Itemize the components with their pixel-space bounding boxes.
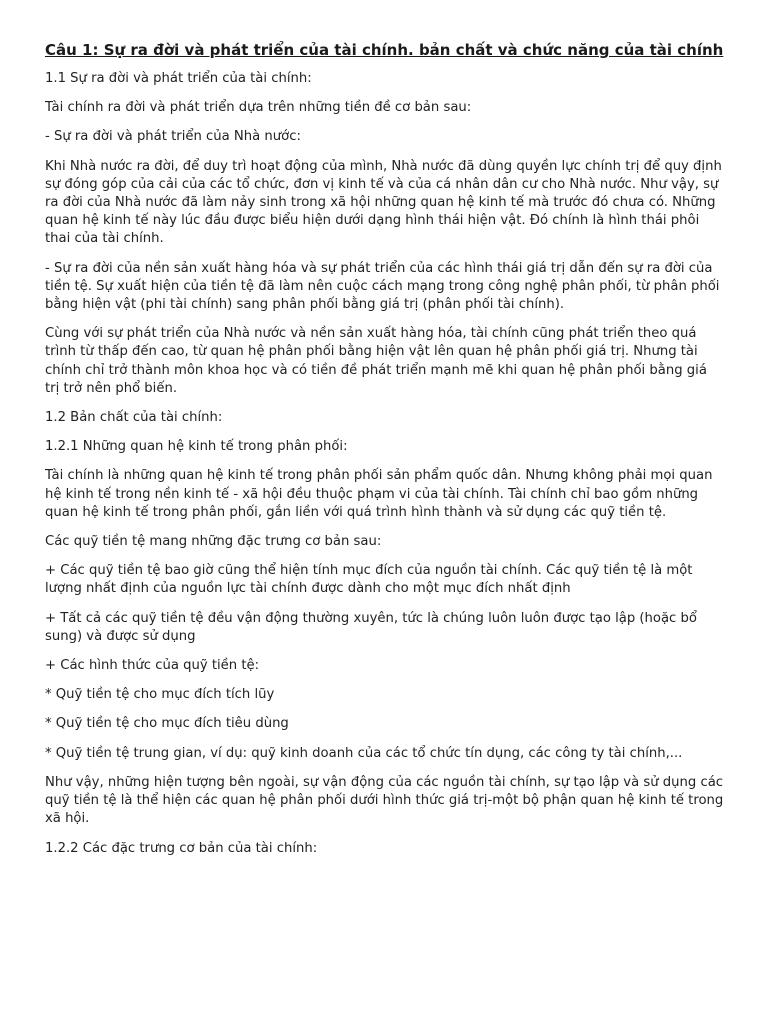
list-item: * Quỹ tiền tệ cho mục đích tiêu dùng bbox=[45, 716, 289, 732]
paragraph: Tài chính là những quan hệ kinh tế trong phân phối sản phẩm quốc dân. Nhưng không phải mọi quan hệ kinh tế trong nền kinh tế - xã hội đều thuộc phạm vi của tài chính. Tài chính chỉ bao gồm những quan hệ kinh tế trong phân phối, gắn liền với quá trình hình thành và sử dụng các quỹ tiền tệ. bbox=[45, 468, 713, 520]
section-heading: 1.2 Bản chất của tài chính: bbox=[45, 410, 223, 426]
list-item: * Quỹ tiền tệ trung gian, ví dụ: quỹ kinh doanh của các tổ chức tín dụng, các công ty tài chính,... bbox=[45, 745, 683, 761]
list-item: + Các quỹ tiền tệ bao giờ cũng thể hiện tính mục đích của nguồn tài chính. Các quỹ tiền tệ là một lượng nhất định của nguồn lực tài chính được dành cho một mục đích nhất định bbox=[45, 563, 693, 597]
paragraph: Tài chính ra đời và phát triển dựa trên những tiền đề cơ bản sau: bbox=[45, 100, 472, 116]
list-item: * Quỹ tiền tệ cho mục đích tích lũy bbox=[45, 687, 275, 703]
subsection-heading: 1.2.1 Những quan hệ kinh tế trong phân phối: bbox=[45, 439, 348, 455]
paragraph: Như vậy, những hiện tượng bên ngoài, sự vận động của các nguồn tài chính, sự tạo lập và sử dụng các quỹ tiền tệ là thể hiện các quan hệ phân phối dưới hình thức giá trị-một bộ phận quan hệ kinh tế trong xã hội. bbox=[45, 774, 724, 827]
paragraph: Các quỹ tiền tệ mang những đặc trưng cơ bản sau: bbox=[45, 534, 382, 550]
list-item: + Các hình thức của quỹ tiền tệ: bbox=[45, 658, 260, 674]
document-title: Câu 1: Sự ra đời và phát triển của tài chính. bản chất và chức năng của tài chính bbox=[45, 41, 724, 59]
subsection-heading: 1.2.2 Các đặc trưng cơ bản của tài chính: bbox=[45, 840, 318, 856]
section-heading: 1.1 Sự ra đời và phát triển của tài chính: bbox=[45, 71, 312, 86]
paragraph: Cùng với sự phát triển của Nhà nước và nền sản xuất hàng hóa, tài chính cũng phát triển theo quá trình từ thấp đến cao, từ quan hệ phân phối bằng hiện vật lên quan hệ phân phối giá trị. Nhưng tài chính chỉ trở thành môn khoa học và có tiền đề phát triển mạnh mẽ khi quan hệ phân phối bằng giá trị trở nên phổ biến. bbox=[45, 326, 707, 396]
paragraph: - Sự ra đời và phát triển của Nhà nước: bbox=[45, 129, 301, 145]
list-item: + Tất cả các quỹ tiền tệ đều vận động thường xuyên, tức là chúng luôn luôn được tạo lập (hoặc bổ sung) và được sử dụng bbox=[45, 610, 697, 644]
paragraph: Khi Nhà nước ra đời, để duy trì hoạt động của mình, Nhà nước đã dùng quyền lực chính trị để quy định sự đóng góp của cải của các tổ chức, đơn vị kinh tế và của cá nhân dân cư cho Nhà nước. Như vậy, sự ra đời của Nhà nước đã làm nảy sinh trong xã hội những quan hệ kinh tế mà trước đó chưa có. Những quan hệ kinh tế này lúc đầu được biểu hiện dưới dạng hình thái hiện vật. Đó chính là hình thái phôi thai của tài chính. bbox=[45, 158, 722, 247]
paragraph: - Sự ra đời của nền sản xuất hàng hóa và sự phát triển của các hình thái giá trị dẫn đến sự ra đời của tiền tệ. Sự xuất hiện của tiền tệ đã làm nên cuộc cách mạng trong công nghệ phân phối, từ phân phối bằng hiện vật (phi tài chính) sang phân phối bằng giá trị (phân phối tài chính). bbox=[45, 260, 720, 313]
